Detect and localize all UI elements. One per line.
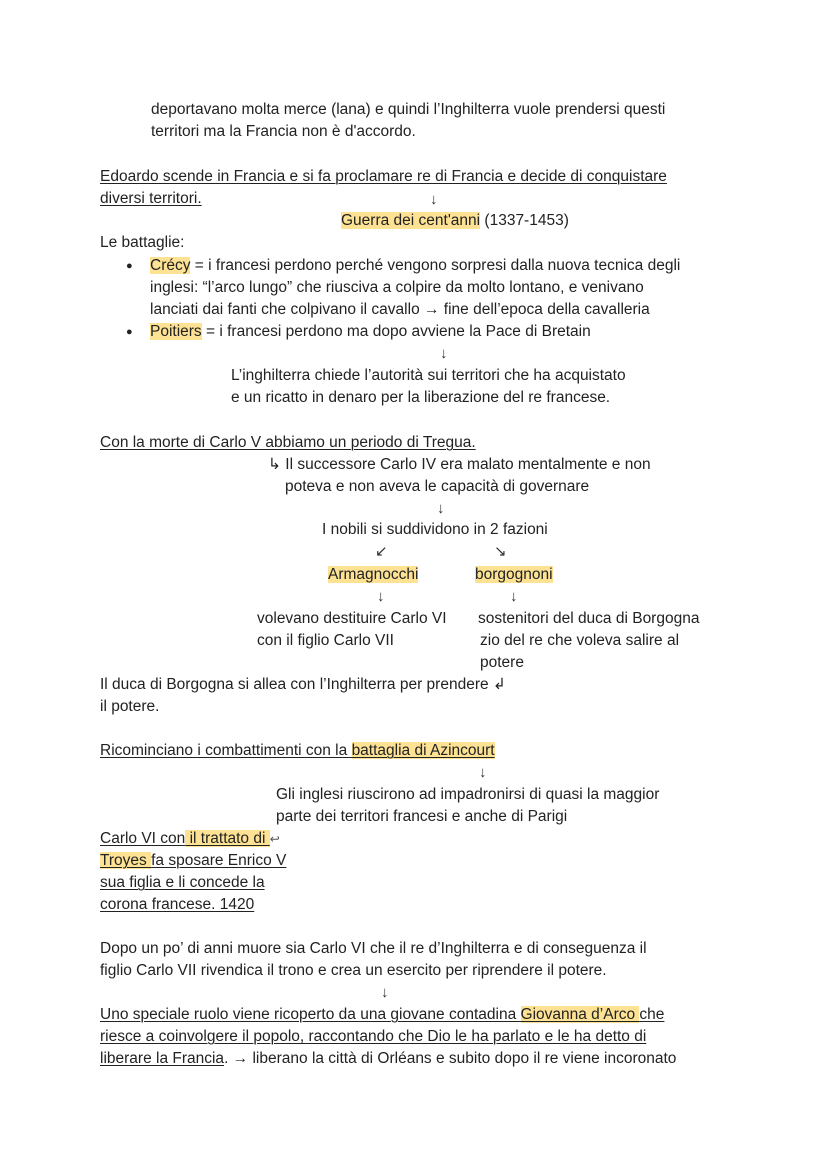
azincourt-line bbox=[100, 741, 495, 761]
duca-line-1: Il duca di Borgogna si allea con l’Inghilterra per prendere ↲ bbox=[100, 676, 506, 693]
return-arrow-icon: ↩ bbox=[269, 832, 280, 846]
giovanna-line-1 bbox=[100, 1005, 664, 1025]
edoardo-line-1: Edoardo scende in Francia e si fa proclamare re di Francia e decide di conquistare bbox=[100, 168, 667, 185]
bullet-icon: ● bbox=[126, 260, 133, 272]
down-arrow-icon: ↓ bbox=[381, 984, 389, 1001]
azincourt-result-2: parte dei territori francesi e anche di Parigi bbox=[276, 808, 568, 825]
crecy-name: Crécy bbox=[150, 257, 191, 274]
down-arrow-icon: ↓ bbox=[440, 345, 448, 362]
troyes-line-3: sua figlia e li concede la bbox=[100, 874, 265, 891]
down-arrow-icon: ↓ bbox=[437, 500, 445, 517]
down-arrow-icon: ↓ bbox=[510, 588, 518, 605]
azincourt-pre: Ricominciano i combattimenti con la bbox=[100, 742, 352, 759]
giovanna-highlight: Giovanna d’Arco bbox=[520, 1006, 640, 1023]
successor-line-2: poteva e non aveva le capacità di governare bbox=[285, 478, 590, 495]
crecy-line-2: inglesi: “l’arco lungo” che riusciva a colpire da molto lontano, e venivano bbox=[150, 279, 644, 296]
poitiers-line bbox=[150, 322, 591, 342]
dopo-line-2: figlio Carlo VII rivendica il trono e crea un esercito per riprendere il potere. bbox=[100, 962, 607, 979]
armagnocchi-desc-2: con il figlio Carlo VII bbox=[257, 632, 394, 649]
giovanna-line-3 bbox=[100, 1049, 676, 1069]
giovanna-line-2: riesce a coinvolgere il popolo, raccontando che Dio le ha parlato e le ha detto di bbox=[100, 1028, 647, 1045]
down-arrow-icon: ↓ bbox=[377, 588, 385, 605]
crecy-line-3: lanciati dai fanti che colpivano il cavallo → fine dell’epoca della cavalleria bbox=[150, 301, 650, 318]
war-highlight: Guerra dei cent'anni bbox=[341, 212, 481, 229]
crecy-line-1 bbox=[150, 256, 680, 276]
troyes-highlight-2: Troyes bbox=[100, 852, 152, 869]
result-line-1: L’inghilterra chiede l’autorità sui territori che ha acquistato bbox=[231, 367, 626, 384]
arrow-down-left-icon: ↙ bbox=[375, 543, 388, 560]
poitiers-text: = i francesi perdono ma dopo avviene la Pace di Bretain bbox=[201, 323, 591, 340]
down-arrow-icon: ↓ bbox=[430, 191, 438, 208]
crecy-text: = i francesi perdono perché vengono sorpresi dalla nuova tecnica degli bbox=[190, 257, 681, 274]
borgognoni-highlight: borgognoni bbox=[475, 566, 553, 583]
borgognoni-desc-2: zio del re che voleva salire al bbox=[480, 632, 680, 649]
troyes-line-1 bbox=[100, 829, 280, 849]
troyes-line-2 bbox=[100, 851, 286, 871]
giovanna-result: . → liberano la città di Orléans e subito dopo il re viene incoronato bbox=[224, 1050, 677, 1067]
borgognoni-desc-1: sostenitori del duca di Borgogna bbox=[478, 610, 700, 627]
tregua-line: Con la morte di Carlo V abbiamo un periodo di Tregua. bbox=[100, 434, 476, 451]
troyes-line-4: corona francese. 1420 bbox=[100, 896, 255, 913]
borgognoni-desc-3: potere bbox=[480, 654, 524, 671]
azincourt-highlight: battaglia di Azincourt bbox=[351, 742, 495, 759]
successor-line-1: ↳ Il successore Carlo IV era malato mentalmente e non bbox=[268, 456, 651, 473]
faction-borgognoni bbox=[475, 565, 553, 585]
armagnocchi-desc-1: volevano destituire Carlo VI bbox=[257, 610, 447, 627]
intro-line-2: territori ma la Francia non è d'accordo. bbox=[151, 123, 416, 140]
armagnocchi-highlight: Armagnocchi bbox=[328, 566, 419, 583]
bullet-icon: ● bbox=[126, 326, 133, 338]
nobili-line: I nobili si suddividono in 2 fazioni bbox=[322, 521, 548, 538]
giovanna-pre: Uno speciale ruolo viene ricoperto da una giovane contadina bbox=[100, 1006, 521, 1023]
war-line bbox=[341, 211, 569, 231]
poitiers-name: Poitiers bbox=[150, 323, 202, 340]
troyes-highlight-1: il trattato di bbox=[185, 830, 270, 847]
dopo-line-1: Dopo un po’ di anni muore sia Carlo VI che il re d’Inghilterra e di conseguenza il bbox=[100, 940, 647, 957]
duca-line-2: il potere. bbox=[100, 698, 160, 715]
azincourt-result-1: Gli inglesi riuscirono ad impadronirsi di quasi la maggior bbox=[276, 786, 660, 803]
troyes-pre: Carlo VI con bbox=[100, 830, 186, 847]
troyes-post: fa sposare Enrico V bbox=[151, 852, 287, 869]
war-dates: (1337-1453) bbox=[480, 212, 569, 229]
battles-heading: Le battaglie: bbox=[100, 234, 185, 251]
down-arrow-icon: ↓ bbox=[479, 764, 487, 781]
result-line-2: e un ricatto in denaro per la liberazione del re francese. bbox=[231, 389, 611, 406]
intro-line-1: deportavano molta merce (lana) e quindi l’Inghilterra vuole prendersi questi bbox=[151, 101, 666, 118]
arrow-down-right-icon: ↘ bbox=[494, 543, 507, 560]
giovanna-liberare: liberare la Francia bbox=[100, 1050, 225, 1067]
giovanna-post: che bbox=[639, 1006, 665, 1023]
edoardo-line-2: diversi territori. bbox=[100, 190, 202, 207]
faction-armagnocchi bbox=[328, 565, 418, 585]
